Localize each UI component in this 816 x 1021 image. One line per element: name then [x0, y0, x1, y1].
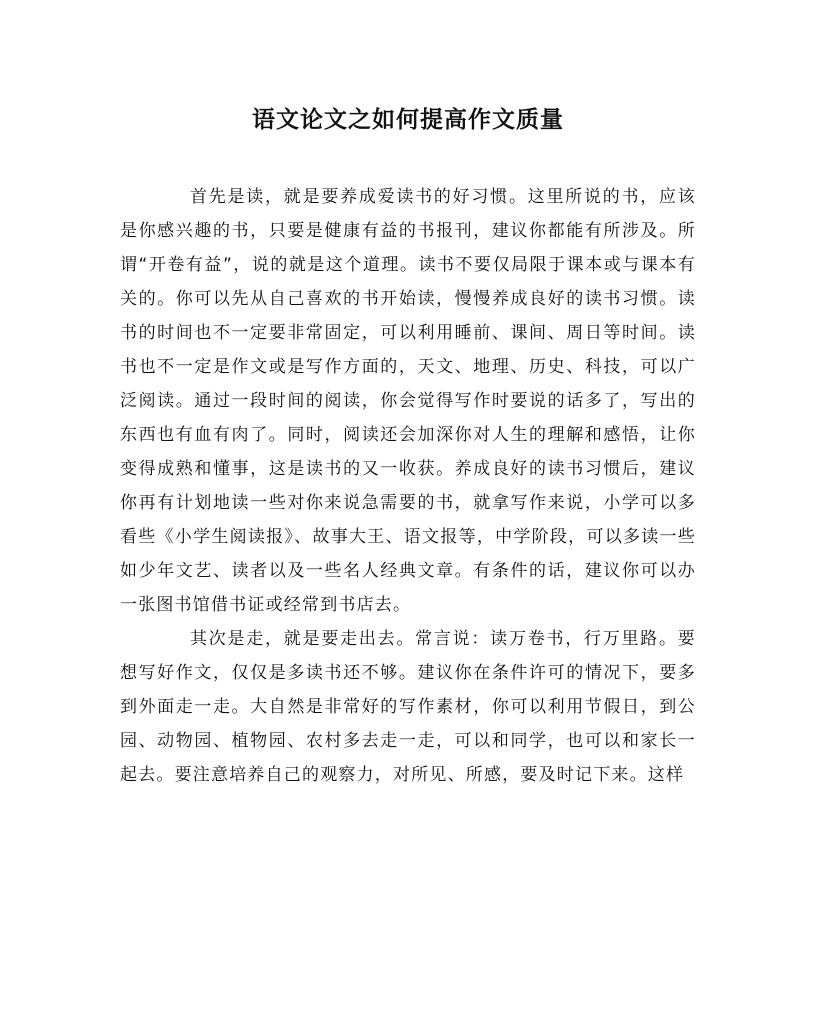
paragraph-walking: 其次是走，就是要走出去。常言说：读万卷书，行万里路。要想写好作文，仅仅是多读书还不够。建议你在条件许可的情况下，要多到外面走一走。大自然是非常好的写作素材，你可以利用节假日，到公园、动物园、植物园、农村多去走一走，可以和同学，也可以和家长一起去。要注意培养自己的观察力，对所见、所感，要及时记下来。这样 [120, 629, 696, 785]
paragraph-reading: 首先是读，就是要养成爱读书的好习惯。这里所说的书，应该是你感兴趣的书，只要是健康有益的书报刊，建议你都能有所涉及。所谓“开卷有益”，说的就是这个道理。读书不要仅局限于课本或与课本有关的。你可以先从自己喜欢的书开始读，慢慢养成良好的读书习惯。读书的时间也不一定要非常固定，可以利用睡前、课间、周日等时间。读书也不一定是作文或是写作方面的，天文、地理、历史、科技，可以广泛阅读。通过一段时间的阅读，你会觉得写作时要说的话多了，写出的东西也有血有肉了。同时，阅读还会加深你对人生的理解和感悟，让你变得成熟和懂事，这是读书的又一收获。养成良好的读书习惯后，建议你再有计划地读一些对你来说急需要的书，就拿写作来说，小学可以多看些《小学生阅读报》、故事大王、语文报等，中学阶段，可以多读一些如少年文艺、读者以及一些名人经典文章。有条件的话，建议你可以办一张图书馆借书证或经常到书店去。 [120, 187, 696, 615]
document-title: 语文论文之如何提高作文质量 [252, 106, 564, 133]
document-body [120, 180, 696, 792]
